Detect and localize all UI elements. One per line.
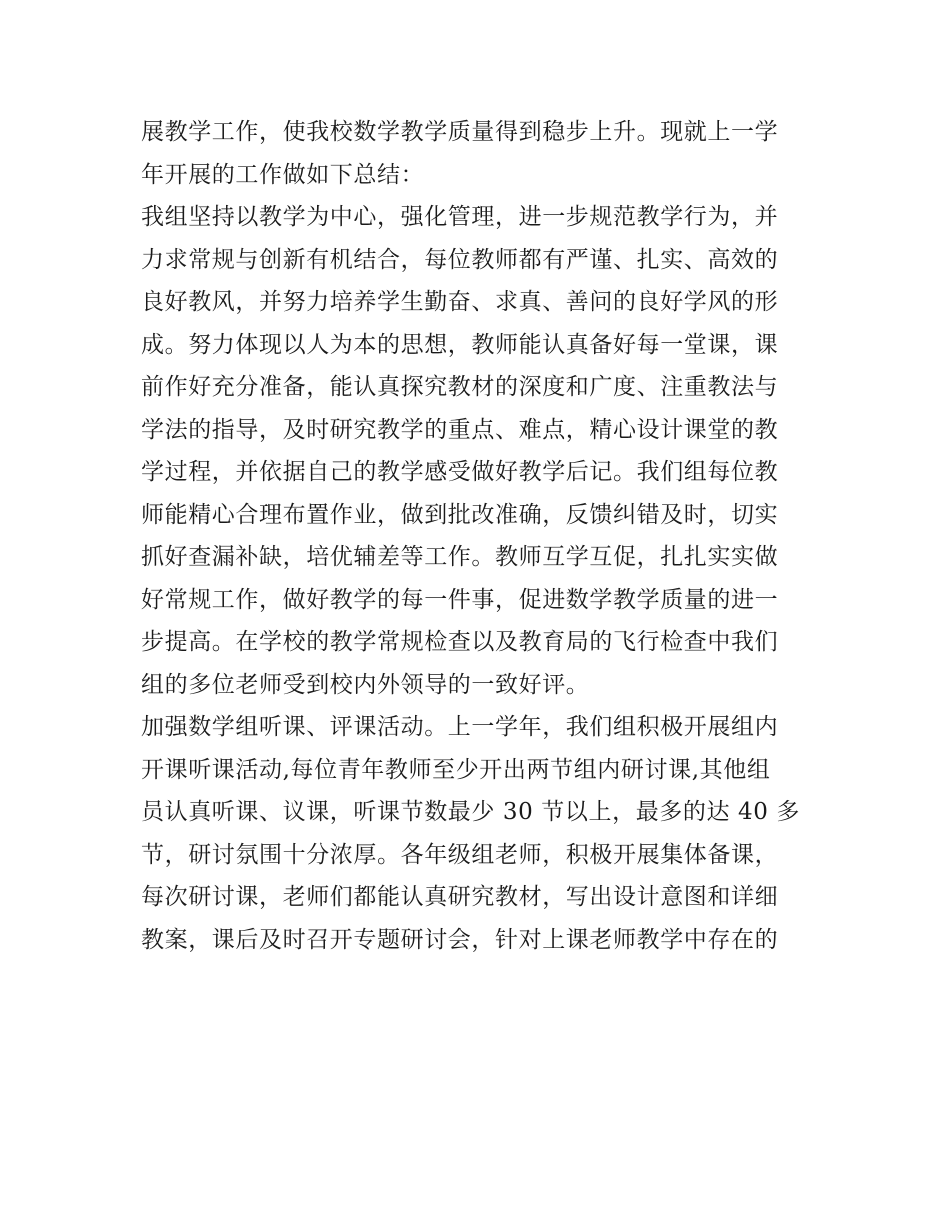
text-line-15: 加强数学组听课、评课活动。上一学年，我们组积极开展组内 (141, 714, 779, 740)
text-line-1: 展教学工作，使我校数学教学质量得到稳步上升。现就上一学 (141, 119, 779, 145)
text-line-14: 组的多位老师受到校内外领导的一致好评。 (141, 671, 590, 698)
body-text (141, 111, 821, 961)
text-line-18: 节，研讨氛围十分浓厚。各年级组老师，积极开展集体备课， (141, 841, 779, 868)
text-line-5: 良好教风，并努力培养学生勤奋、求真、善问的良好学风的形 (141, 289, 779, 315)
text-line-9: 学过程，并依据自己的教学感受做好教学后记。我们组每位教 (141, 459, 779, 485)
text-line-17: 员认真听课、议课，听课节数最少 30 节以上，最多的达 40 多 (141, 799, 800, 825)
text-line-20: 教案，课后及时召开专题研讨会，针对上课老师教学中存在的 (141, 926, 779, 953)
text-line-12: 好常规工作，做好教学的每一件事，促进数学教学质量的进一 (141, 586, 779, 613)
text-line-3: 我组坚持以教学为中心，强化管理，进一步规范教学行为，并 (141, 204, 779, 230)
text-line-10: 师能精心合理布置作业，做到批改准确，反馈纠错及时，切实 (141, 501, 779, 528)
text-line-11: 抓好查漏补缺，培优辅差等工作。教师互学互促，扎扎实实做 (141, 544, 779, 570)
text-line-16: 开课听课活动,每位青年教师至少开出两节组内研讨课,其他组 (141, 756, 771, 783)
text-line-7: 前作好充分准备，能认真探究教材的深度和广度、注重教法与 (141, 374, 779, 400)
text-line-6: 成。努力体现以人为本的思想，教师能认真备好每一堂课，课 (141, 331, 779, 358)
text-line-13: 步提高。在学校的教学常规检查以及教育局的飞行检查中我们 (141, 629, 779, 655)
text-line-8: 学法的指导，及时研究教学的重点、难点，精心设计课堂的教 (141, 416, 779, 443)
text-line-4: 力求常规与创新有机结合，每位教师都有严谨、扎实、高效的 (141, 246, 779, 273)
text-line-2: 年开展的工作做如下总结： (141, 161, 425, 188)
text-line-19: 每次研讨课，老师们都能认真研究教材，写出设计意图和详细 (141, 884, 779, 910)
